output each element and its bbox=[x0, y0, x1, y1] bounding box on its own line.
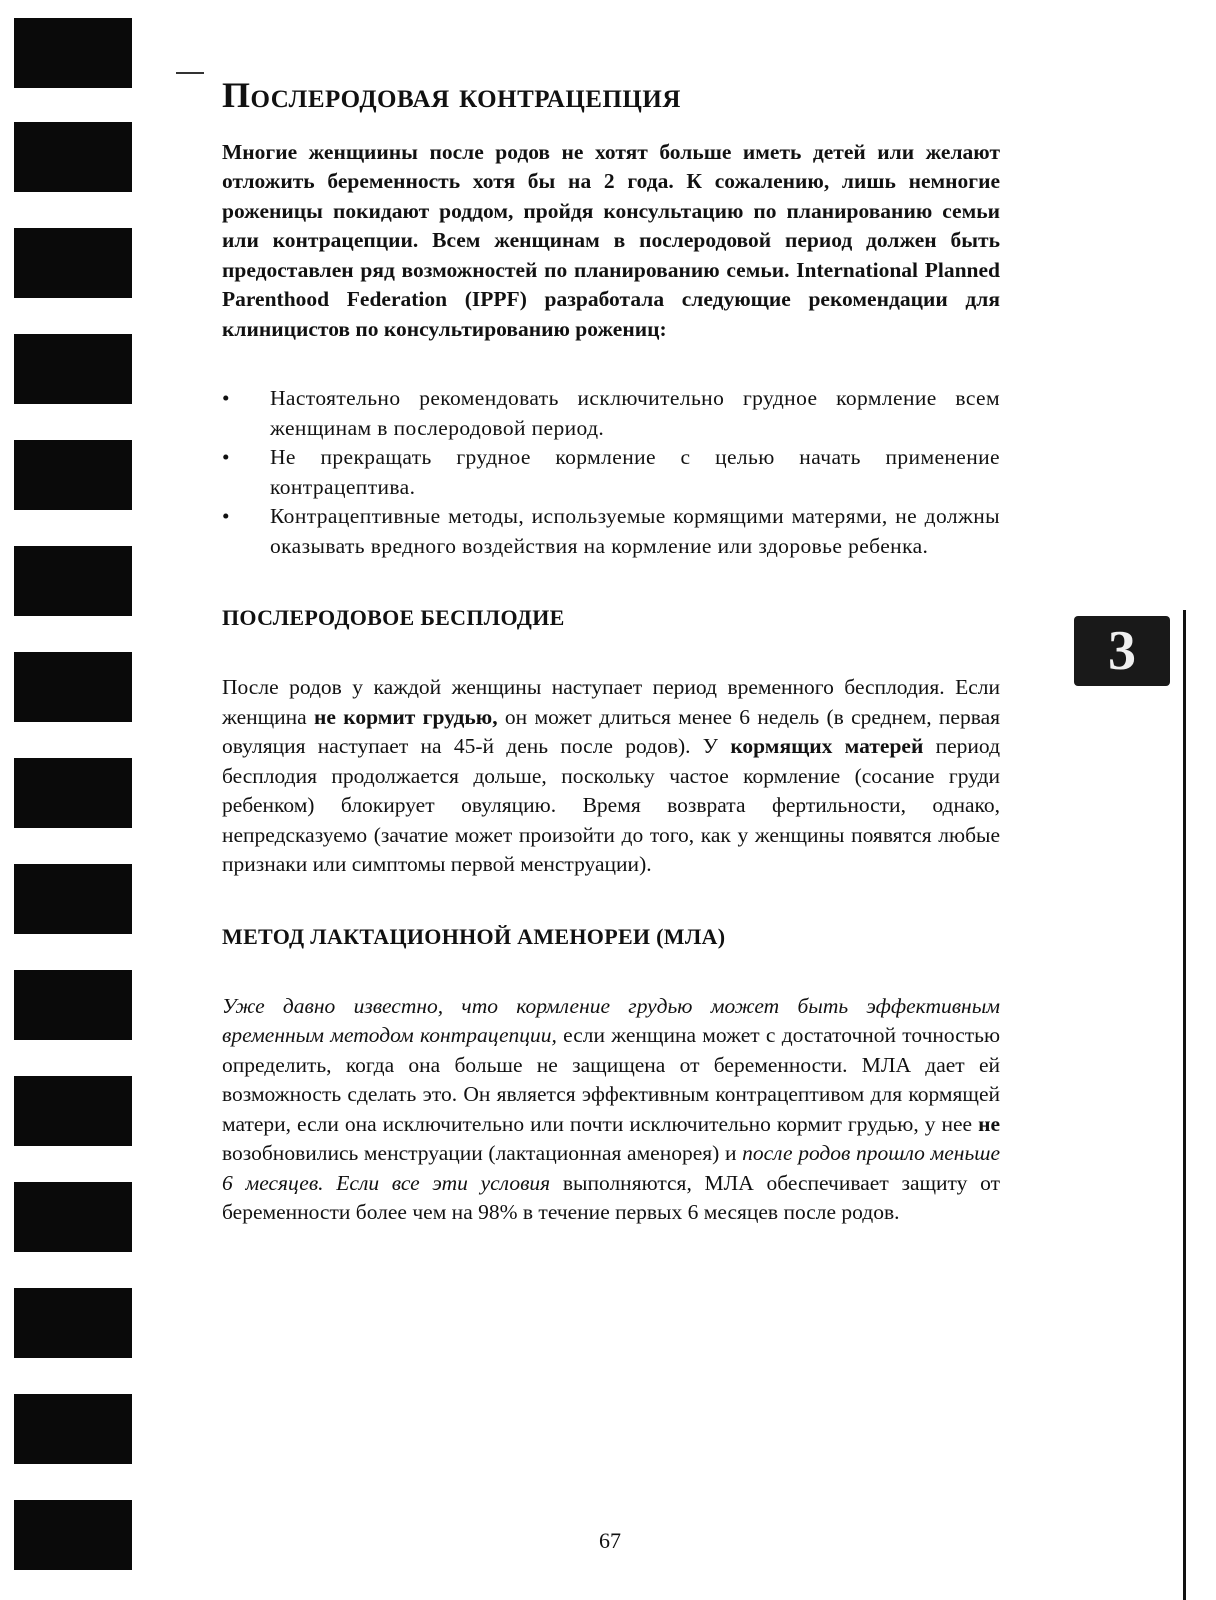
page-number: 67 bbox=[599, 1528, 621, 1553]
binder-hole bbox=[14, 546, 132, 616]
binder-hole bbox=[14, 758, 132, 828]
page-title: Послеродовая контрацепция bbox=[222, 75, 681, 115]
section-paragraph: Уже давно известно, что кормление грудью может быть эффективным временным методом контрацепции, если женщина может с достаточной точностью определить, когда она больше не защищена от беременности. МЛА дает ей возможность сделать это. Он является эффективным контрацептивом для кормящей матери, если она исключительно или почти исключительно кормит грудью, у нее не возобновились менструации (лактационная аменорея) и после родов прошло меньше 6 месяцев. Если все эти условия выполняются, МЛА обеспечивает защиту от беременности более чем на 98% в течение первых 6 месяцев после родов. bbox=[222, 993, 1001, 1225]
binder-hole bbox=[14, 18, 132, 88]
binder-hole bbox=[14, 334, 132, 404]
binder-hole bbox=[14, 1394, 132, 1464]
page-content bbox=[222, 76, 1000, 1228]
binder-hole bbox=[14, 970, 132, 1040]
binder-hole bbox=[14, 1288, 132, 1358]
binder-hole bbox=[14, 1076, 132, 1146]
binder-hole bbox=[14, 122, 132, 192]
bullet-icon: • bbox=[222, 504, 230, 529]
recommendations-list bbox=[222, 384, 1000, 561]
title-dash bbox=[176, 72, 204, 74]
section-heading: ПОСЛЕРОДОВОЕ БЕСПЛОДИЕ bbox=[222, 605, 565, 631]
list-item: • Контрацептивные методы, используемые кормящими матерями, не должны оказывать вредного воздействия на кормление или здоровье ребенка. bbox=[222, 504, 1000, 558]
intro-paragraph: Многие женщиины после родов не хотят больше иметь детей или желают отложить беременность хотя бы на 2 года. К сожалению, лишь немногие роженицы покидают роддом, пройдя консультацию по планированию семьи или контрацепции. Всем женщинам в послеродовой период должен быть предоставлен ряд возможностей по планированию семьи. International Planned Parenthood Federation (IPPF) разработала следующие рекомендации для клиницистов по консультированию рожениц: bbox=[222, 139, 1000, 341]
bullet-icon: • bbox=[222, 386, 230, 411]
binder-hole bbox=[14, 652, 132, 722]
list-item: • Настоятельно рекомендовать исключительно грудное кормление всем женщинам в послеродовой период. bbox=[222, 386, 1000, 440]
binder-hole bbox=[14, 864, 132, 934]
chapter-tab-marker: 3 bbox=[1074, 616, 1170, 686]
binder-hole bbox=[14, 440, 132, 510]
list-item: • Не прекращать грудное кормление с целью начать применение контрацептива. bbox=[222, 445, 1000, 499]
binder-hole bbox=[14, 1182, 132, 1252]
section-paragraph: После родов у каждой женщины наступает период временного бесплодия. Если женщина не кормит грудью, он может длиться менее 6 недель (в среднем, первая овуляция наступает на 45-й день после родов). У кормящих матерей период бесплодия продолжается дольше, поскольку частое кормление (сосание груди ребенком) блокирует овуляцию. Время возврата фертильности, однако, непредсказуемо (зачатие может произойти до того, как у женщины появятся любые признаки или симптомы первой менструации). bbox=[222, 675, 1001, 877]
binder-hole bbox=[14, 1500, 132, 1570]
page-edge bbox=[1183, 610, 1186, 1600]
binder-hole bbox=[14, 228, 132, 298]
bullet-icon: • bbox=[222, 445, 230, 470]
binder-holes bbox=[0, 0, 140, 1600]
section-heading: МЕТОД ЛАКТАЦИОННОЙ АМЕНОРЕИ (МЛА) bbox=[222, 923, 726, 949]
